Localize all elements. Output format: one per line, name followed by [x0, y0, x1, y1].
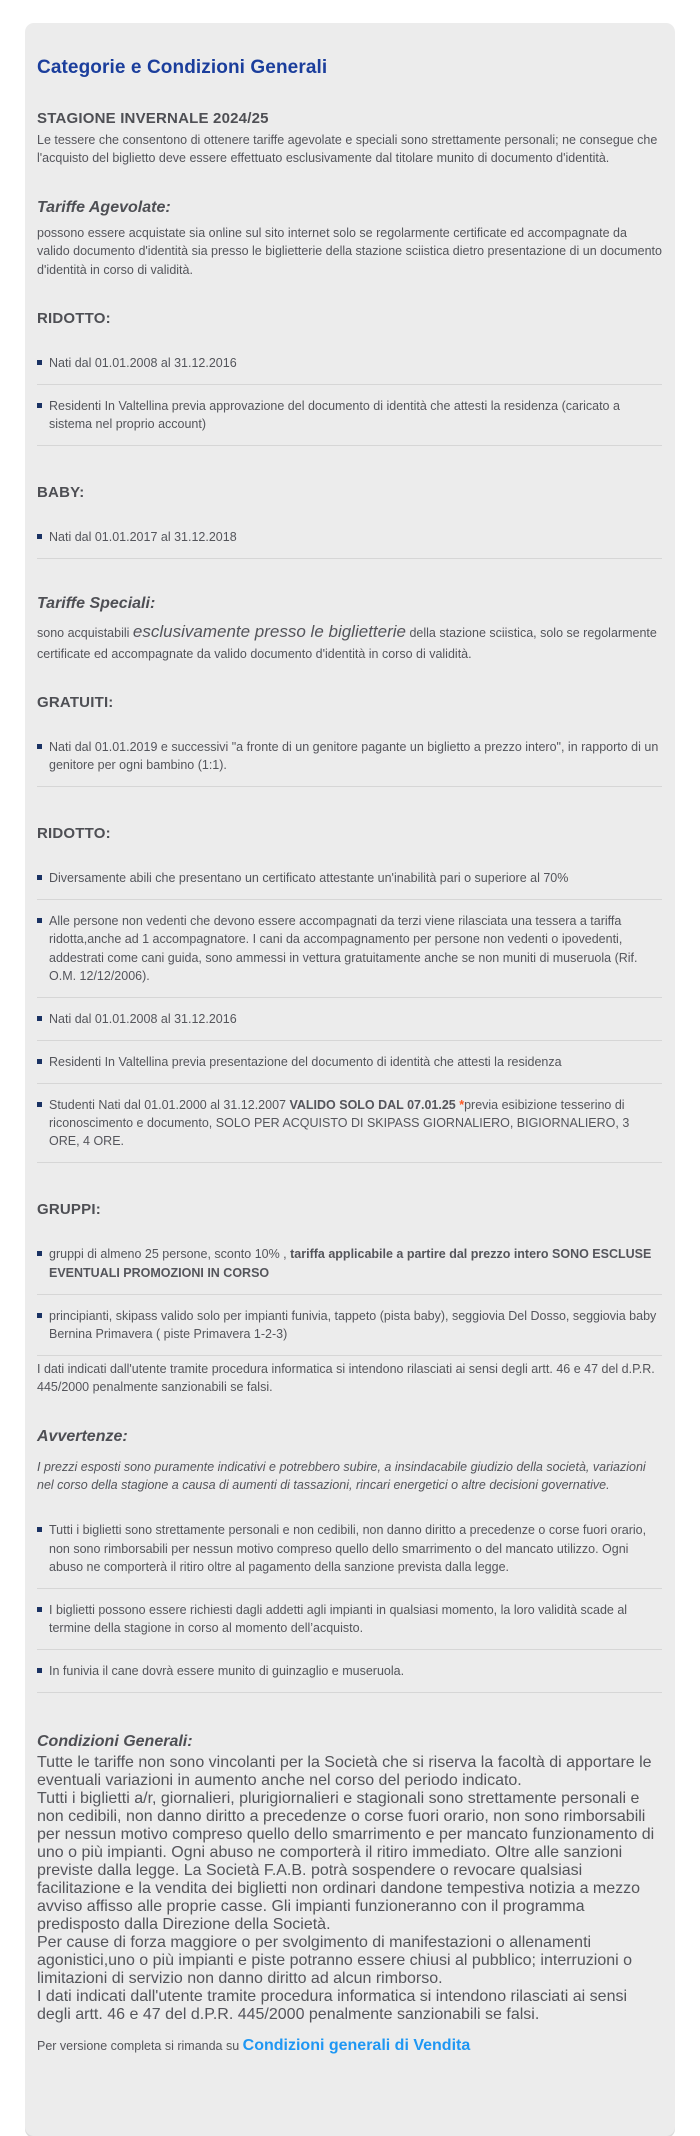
square-bullet-icon — [37, 1059, 42, 1064]
baby-list — [37, 516, 662, 559]
ridotto2-heading: RIDOTTO: — [37, 825, 111, 843]
legal-note: I dati indicati dall'utente tramite procedura informatica si intendono rilasciati ai sensi degli artt. 46 e 47 del d.P.R. 445/2000 penalmente sanzionabili se falsi. — [37, 1361, 655, 1395]
page-title: Categorie e Condizioni Generali — [37, 57, 328, 78]
list-item — [37, 998, 662, 1041]
list-item-text: In funivia il cane dovrà essere munito di guinzaglio e museruola. — [49, 1664, 405, 1679]
condizioni-paragraph: Tutti i biglietti a/r, giornalieri, plurigiornalieri e stagionali sono strettamente personali e non cedibili, non danno diritto a precedenze o corse fuori orario, non sono rimborsabili per nessun motivo compreso quello dello smarrimento e per mancato funzionamento di uno o più impianti. Ogni abuso ne comporterà il ritiro immediato. Oltre alle sanzioni previste dalla legge. La Società F.A.B. potrà sospendere o revocare qualsiasi facilitazione e la vendita dei biglietti non ordinari dandone tempestiva notizia a mezzo avviso affisso alle proprie casse. Gli impianti funzioneranno con il programma predisposto dalla Direzione della Società. — [37, 1790, 655, 1934]
square-bullet-icon — [37, 1527, 42, 1532]
avvertenze-intro: I prezzi esposti sono puramente indicativi e potrebbero subire, a insindacabile giudizio della società, variazioni nel corso della stagione a causa di aumenti di tassazioni, rincari energetici o altre decisioni governative. — [37, 1460, 646, 1493]
list-item — [37, 857, 662, 900]
condizioni-paragraph: I dati indicati dall'utente tramite procedura informatica si intendono rilasciati ai sensi degli artt. 46 e 47 del d.P.R. 445/2000 penalmente sanzionabili se falsi. — [37, 1988, 628, 2024]
text-run: gruppi di almeno 25 persone, sconto 10% , — [49, 1247, 291, 1262]
ridotto2-list — [37, 857, 662, 1163]
avvertenze-list — [37, 1509, 662, 1693]
list-item-text: Residenti In Valtellina previa approvazione del documento di identità che attesti la residenza (caricato a sistema nel proprio account) — [49, 398, 620, 431]
condizioni-heading: Condizioni Generali: — [37, 1733, 193, 1751]
tariffe-agevolate-heading: Tariffe Agevolate: — [37, 199, 171, 217]
list-item — [37, 1650, 662, 1693]
square-bullet-icon — [37, 744, 42, 749]
link-line — [37, 2034, 662, 2058]
list-item-text: Diversamente abili che presentano un certificato attestante un'inabilità pari o superiore al 70% — [49, 871, 569, 886]
bold-run: VALIDO SOLO DAL 07.01.25 — [289, 1098, 460, 1113]
avvertenze-heading: Avvertenze: — [37, 1428, 128, 1446]
list-item-text: principianti, skipass valido solo per impianti funivia, tappeto (pista baby), seggiovia Del Dosso, seggiovia baby Bernina Primavera ( piste Primavera 1-2-3) — [49, 1308, 657, 1341]
square-bullet-icon — [37, 1251, 42, 1256]
list-item-text: Residenti In Valtellina previa presentazione del documento di identità che attesti la residenza — [49, 1054, 562, 1069]
square-bullet-icon — [37, 360, 42, 365]
square-bullet-icon — [37, 403, 42, 408]
tariffe-speciali-heading: Tariffe Speciali: — [37, 595, 156, 613]
baby-heading: BABY: — [37, 484, 85, 501]
list-item — [37, 342, 662, 385]
list-item-text: I biglietti possono essere richiesti dagli addetti agli impianti in qualsiasi momento, la loro validità scade al termine della stagione in corso al momento dell’acquisto. — [49, 1602, 628, 1635]
condizioni-body — [37, 1754, 662, 2024]
list-item-text: Nati dal 01.01.2019 e successivi "a fronte di un genitore pagante un biglietto a prezzo intero", in rapporto di un genitore per ogni bambino (1:1). — [49, 739, 659, 773]
square-bullet-icon — [37, 534, 42, 539]
ridotto1-heading: RIDOTTO: — [37, 309, 111, 327]
list-item-text: Nati dal 01.01.2008 al 31.12.2016 — [49, 355, 237, 370]
list-item — [37, 1509, 662, 1588]
tariffe-agevolate-text: possono essere acquistate sia online sul sito internet solo se regolarmente certificate ed accompagnate da valido documento d'identità sia presso le biglietterie della stazione sciistica dietro presentazione di un documento d'identità in corso di validità. — [37, 226, 662, 277]
list-item — [37, 516, 662, 559]
square-bullet-icon — [37, 1607, 42, 1612]
gratuiti-heading: GRATUITI: — [37, 693, 114, 711]
season-heading: STAGIONE INVERNALE 2024/25 — [37, 110, 269, 127]
square-bullet-icon — [37, 1102, 42, 1107]
condizioni-paragraph: Per cause di forza maggiore o per svolgimento di manifestazioni o allenamenti agonistici,uno o più impianti e piste potranno essere chiusi al pubblico; interruzioni o limitazioni di servizio non danno diritto ad alcun rimborso. — [37, 1934, 633, 1988]
season-text: Le tessere che consentono di ottenere tariffe agevolate e speciali sono strettamente personali; ne consegue che l'acquisto del biglietto deve essere effettuato esclusivamente dal titolare munito di documento d'identità. — [37, 133, 658, 166]
list-item-text: Nati dal 01.01.2008 al 31.12.2016 — [49, 1011, 237, 1026]
emphasis-run: esclusivamente presso le biglietterie — [132, 622, 406, 642]
gruppi-heading: GRUPPI: — [37, 1201, 101, 1219]
list-item — [37, 726, 662, 787]
list-item-studenti — [37, 1084, 662, 1163]
text-run: della stazione sciistica, solo se regolarmente certificate ed accompagnate da valido documento d'identità in corso di validità. — [37, 626, 657, 661]
asterisk-marker: * — [459, 1098, 465, 1113]
list-item-text: Nati dal 01.01.2017 al 31.12.2018 — [49, 530, 237, 544]
list-item — [37, 1041, 662, 1084]
list-item — [37, 900, 662, 998]
ridotto1-list — [37, 342, 662, 446]
gratuiti-list — [37, 726, 662, 787]
conditions-card — [25, 23, 675, 2136]
list-item-text: Tutti i biglietti sono strettamente personali e non cedibili, non danno diritto a precedenze o corse fuori orario, non sono rimborsabili per nessun motivo compreso quello dello smarrimento o del mancato utilizzo. Ogni abuso ne comporterà il ritiro oltre al pagamento della sanzione prevista dalla legge. — [49, 1523, 647, 1574]
text-run: Per versione completa si rimanda su — [37, 2039, 243, 2054]
square-bullet-icon — [37, 875, 42, 880]
tariffe-speciali-text — [37, 620, 662, 663]
condizioni-paragraph: Tutte le tariffe non sono vincolanti per la Società che si riserva la facoltà di apportare le eventuali variazioni in aumento anche nel corso del periodo indicato. — [37, 1754, 652, 1790]
list-item — [37, 385, 662, 446]
condizioni-vendita-link[interactable]: Condizioni generali di Vendita — [242, 2037, 471, 2055]
square-bullet-icon — [37, 918, 42, 923]
text-run: Studenti Nati dal 01.01.2000 al 31.12.2007 — [49, 1098, 290, 1113]
text-run: sono acquistabili — [37, 626, 133, 641]
list-item — [37, 1589, 662, 1650]
list-item — [37, 1295, 662, 1356]
square-bullet-icon — [37, 1016, 42, 1021]
square-bullet-icon — [37, 1668, 42, 1673]
gruppi-list — [37, 1233, 662, 1356]
text-run: previa esibizione tesserino di riconoscimento e documento, SOLO PER ACQUISTO DI SKIPASS GIORNALIERO, BIGIORNALIERO, 3 ORE, 4 ORE. — [49, 1098, 630, 1149]
list-item-text: Alle persone non vedenti che devono essere accompagnati da terzi viene rilasciata una tessera a tariffa ridotta,anche ad 1 accompagnatore. I cani da accompagnamento per persone non vedenti o ipovedenti, addestrati come cani guida, sono ammessi in vettura gratuitamente anche se non muniti di museruola (Rif. O.M. 12/12/2006). — [49, 914, 638, 983]
bold-run: tariffa applicabile a partire dal prezzo intero SONO ESCLUSE EVENTUALI PROMOZIONI IN CORSO — [49, 1247, 652, 1280]
square-bullet-icon — [37, 1313, 42, 1318]
list-item — [37, 1233, 662, 1294]
